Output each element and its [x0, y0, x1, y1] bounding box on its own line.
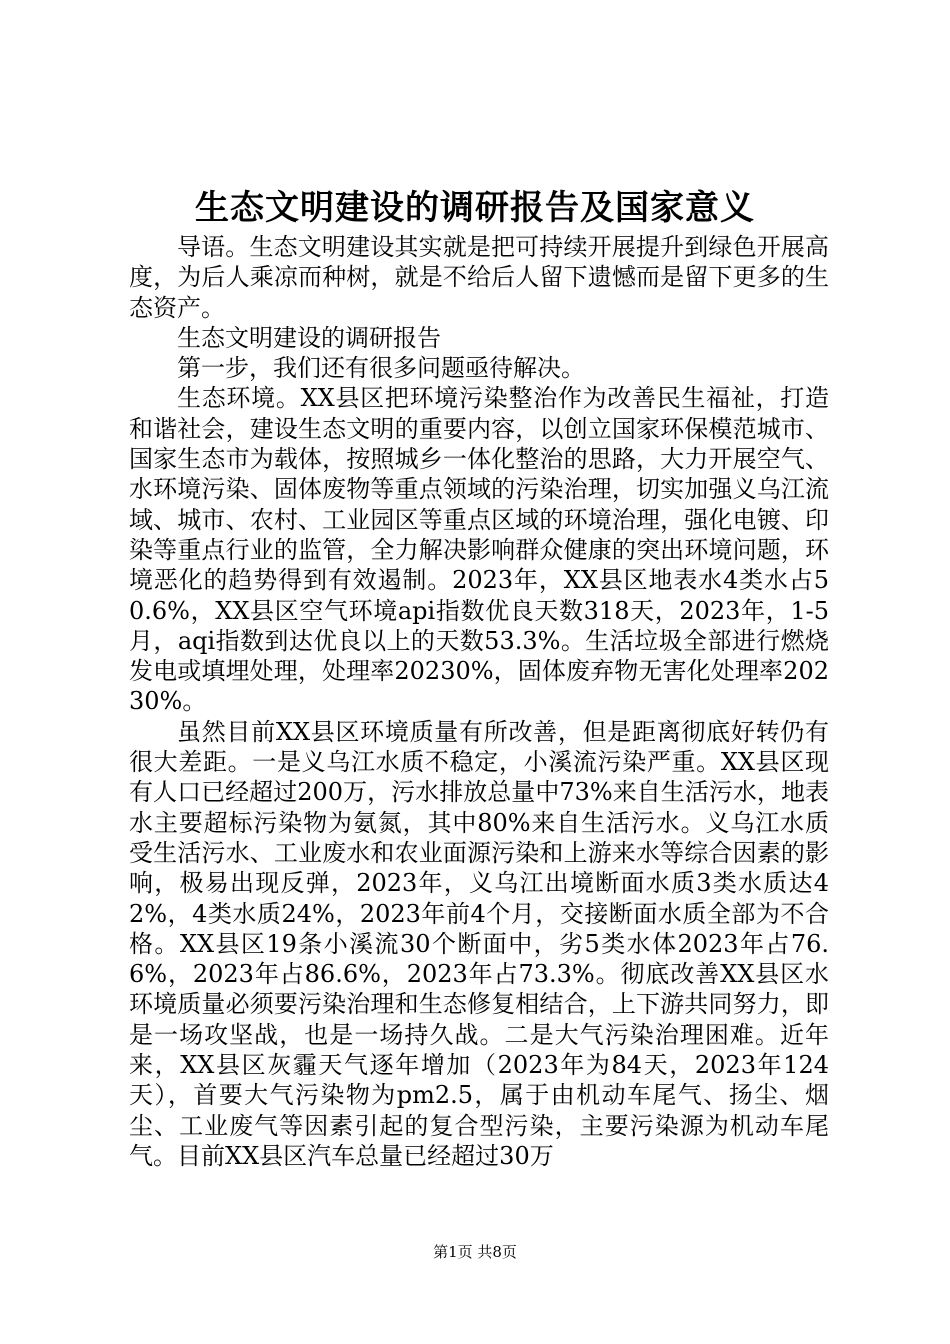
- document-title: 生态文明建设的调研报告及国家意义: [195, 188, 755, 228]
- paragraph-first-step: 第一步，我们还有很多问题亟待解决。: [177, 354, 585, 383]
- paragraph-intro: 导语。生态文明建设其实就是把可持续开展提升到绿色开展高度，为后人乘凉而种树，就是不给后人留下遗憾而是留下更多的生态资产。: [129, 233, 829, 322]
- paragraph-ecology: 生态环境。XX县区把环境污染整治作为改善民生福祉，打造和谐社会，建设生态文明的重要内容，以创立国家环保模范城市、国家生态市为载体，按照城乡一体化整治的思路，大力开展空气、水环境污染、固体废物等重点领域的污染治理，切实加强义乌江流域、城市、农村、工业园区等重点区域的环境治理，强化电镀、印染等重点行业的监管，全力解决影响群众健康的突出环境问题，环境恶化的趋势得到有效遏制。2023年，XX县区地表水4类水占50.6%，XX县区空气环境api指数优良天数318天，2023年，1-5月，aqi指数到达优良以上的天数53.3%。生活垃圾全部进行燃烧发电或填埋处理，处理率20230%，固体废弃物无害化处理率20230%。: [129, 384, 829, 716]
- document-body: [129, 232, 829, 1171]
- page-number-footer: 第1页 共8页: [433, 1243, 517, 1261]
- paragraph-report-heading: 生态文明建设的调研报告: [177, 323, 441, 352]
- paragraph-gaps: 虽然目前XX县区环境质量有所改善，但是距离彻底好转仍有很大差距。一是义乌江水质不稳定，小溪流污染严重。XX县区现有人口已经超过200万，污水排放总量中73%来自生活污水，地表水主要超标污染物为氨氮，其中80%来自生活污水。义乌江水质受生活污水、工业废水和农业面源污染和上游来水等综合因素的影响，极易出现反弹，2023年，义乌江出境断面水质3类水质达42%，4类水质24%，2023年前4个月，交接断面水质全部为不合格。XX县区19条小溪流30个断面中，劣5类水体2023年占76.6%，2023年占86.6%，2023年占73.3%。彻底改善XX县区水环境质量必须要污染治理和生态修复相结合，上下游共同努力，即是一场攻坚战，也是一场持久战。二是大气污染治理困难。近年来，XX县区灰霾天气逐年增加（2023年为84天，2023年124天），首要大气污染物为pm2.5，属于由机动车尾气、扬尘、烟尘、工业废气等因素引起的复合型污染，主要污染源为机动车尾气。目前XX县区汽车总量已经超过30万: [129, 717, 829, 1170]
